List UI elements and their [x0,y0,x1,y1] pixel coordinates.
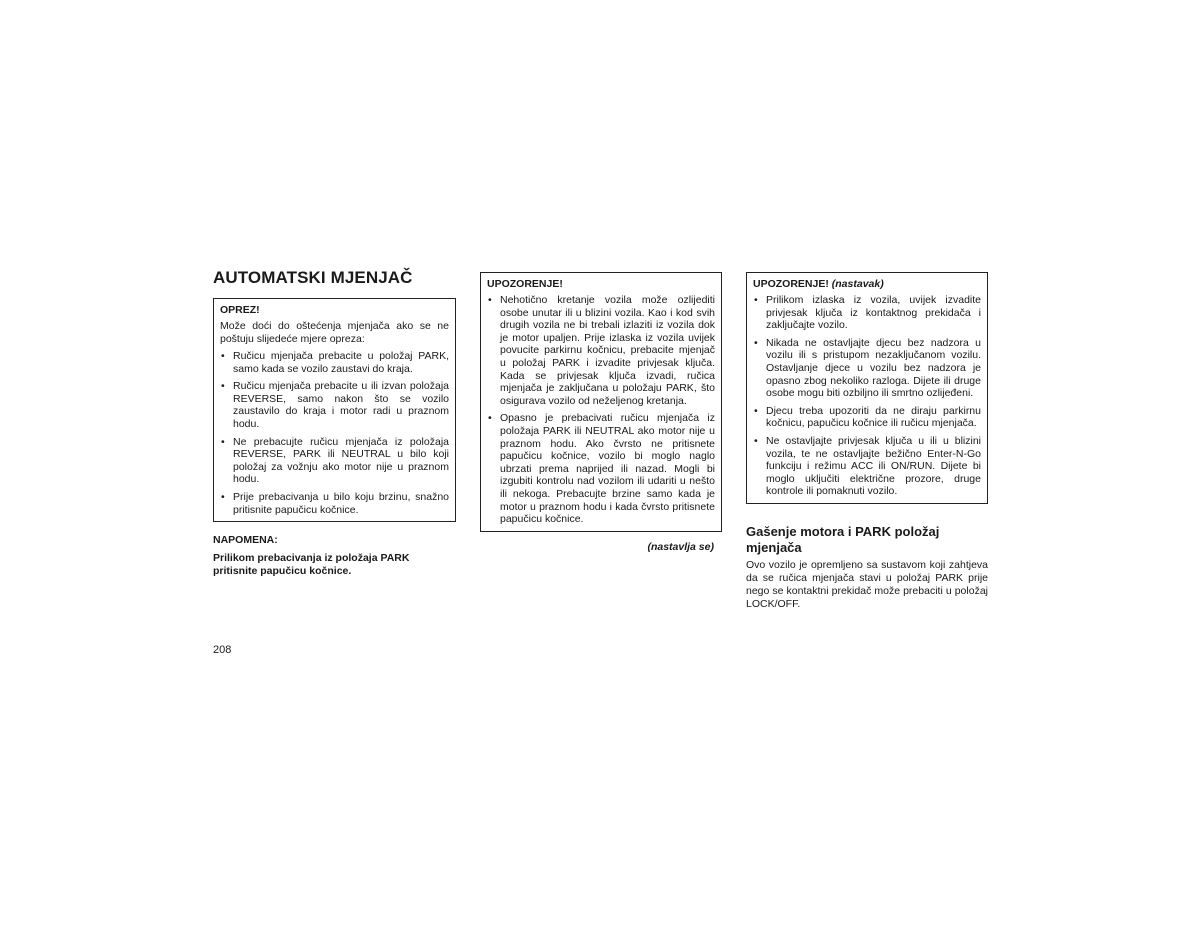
caution-box [213,298,456,522]
list-item: • Nehotično kretanje vozila može ozlijediti osobe unutar ili u blizini vozila. Kao i kod svih drugih vozila ne bi trebali izlaziti iz vozila dok je motor upaljen. Prije izlaska iz vozila uvijek povucite parkirnu kočnicu, prebacite mjenjač u položaj PARK i izvadite privjesak ključa. Kada se privjesak ključa izvadi, ručica mjenjača je zaključana u položaju PARK, što osigurava vozilo od neželjenog kretanja. [488,294,715,407]
list-item: • Nikada ne ostavljajte djecu bez nadzora u vozilu ili s pristupom nezaključanom vozilu. Ostavljanje djece u vozilu bez nadzora je opasno zbog nekoliko razloga. Dijete ili druge osobe mogu biti ozbiljno ili smrtno ozlijeđeni. [754,336,981,400]
bullet-icon: • [221,380,225,393]
note-title: NAPOMENA: [213,534,278,547]
list-item: • Ne ostavljajte privjesak ključa u ili u blizini vozila, te ne ostavljajte bežično Enter-N-Go funkciju i režimu ACC ili ON/RUN. Dijete bi moglo uključiti električne prozore, druge kontrole ili pomaknuti vozilo. [754,434,981,498]
warning-box [480,272,722,532]
section-title: AUTOMATSKI MJENJAČ [213,268,413,287]
subsection-text: Ovo vozilo je opremljeno sa sustavom koji zahtjeva da se ručica mjenjača stavi u položaj PARK prije nego se kontaktni prekidač može prebaciti u položaj LOCK/OFF. [746,558,988,610]
page-number: 208 [213,644,232,656]
bullet-icon: • [754,404,758,417]
bullet-icon: • [221,490,225,503]
left-column [213,268,456,578]
warning-list [487,294,715,526]
list-item: • Opasno je prebacivati ručicu mjenjača iz položaja PARK ili NEUTRAL ako motor nije u praznom hodu. Ako čvrsto ne pritisnete papučicu kočnice, vozilo bi moglo naglo ubrzati prema naprijed ili nazad. Mogli bi izgubiti kontrolu nad vozilom ili udariti u nešto ili nekoga. Prebacujte brzine samo kada je motor u praznom hodu i kada čvrsto pritisnete papučicu kočnice. [488,412,715,526]
caution-list [220,350,449,516]
list-item: • Prije prebacivanja u bilo koju brzinu, snažno pritisnite papučicu kočnice. [221,490,449,516]
note-text: Prilikom prebacivanja iz položaja PARK pritisnite papučicu kočnice. [213,552,410,578]
subsection-title: Gašenje motora i PARK položaj mjenjača [746,523,940,555]
warning-title: UPOZORENJE! (nastavak) [753,278,884,290]
bullet-icon: • [754,434,758,447]
warning-title: UPOZORENJE! [487,278,563,290]
right-column [746,272,988,611]
warning-box-continued [746,272,988,504]
continued-label: (nastavlja se) [647,540,714,553]
list-item: • Djecu treba upozoriti da ne diraju parkirnu kočnicu, papučicu kočnice ili ručicu mjenjača. [754,404,981,430]
bullet-icon: • [754,294,758,306]
bullet-icon: • [221,435,225,448]
list-item: • Ne prebacujte ručicu mjenjača iz položaja REVERSE, PARK ili NEUTRAL u bilo koji položaj za vožnju ako motor nije u praznom hodu. [221,435,449,486]
warning-list [753,294,981,498]
continuation-label: (nastavak) [831,278,884,290]
bullet-icon: • [754,336,758,349]
bullet-icon: • [488,412,492,425]
list-item: • Ručicu mjenjača prebacite u ili izvan položaja REVERSE, samo nakon što se vozilo zaustavilo do kraja i motor radi u praznom hodu. [221,380,449,430]
bullet-icon: • [488,294,492,306]
caution-title: OPREZ! [220,304,260,316]
bullet-icon: • [221,350,225,362]
caution-intro: Može doći do oštećenja mjenjača ako se ne poštuju slijedeće mjere opreza: [220,320,449,345]
list-item: • Prilikom izlaska iz vozila, uvijek izvadite privjesak ključa iz kontaktnog prekidača i zaključajte vozilo. [754,294,981,332]
middle-column [480,272,722,553]
list-item: • Ručicu mjenjača prebacite u položaj PARK, samo kada se vozilo zaustavi do kraja. [221,350,449,375]
